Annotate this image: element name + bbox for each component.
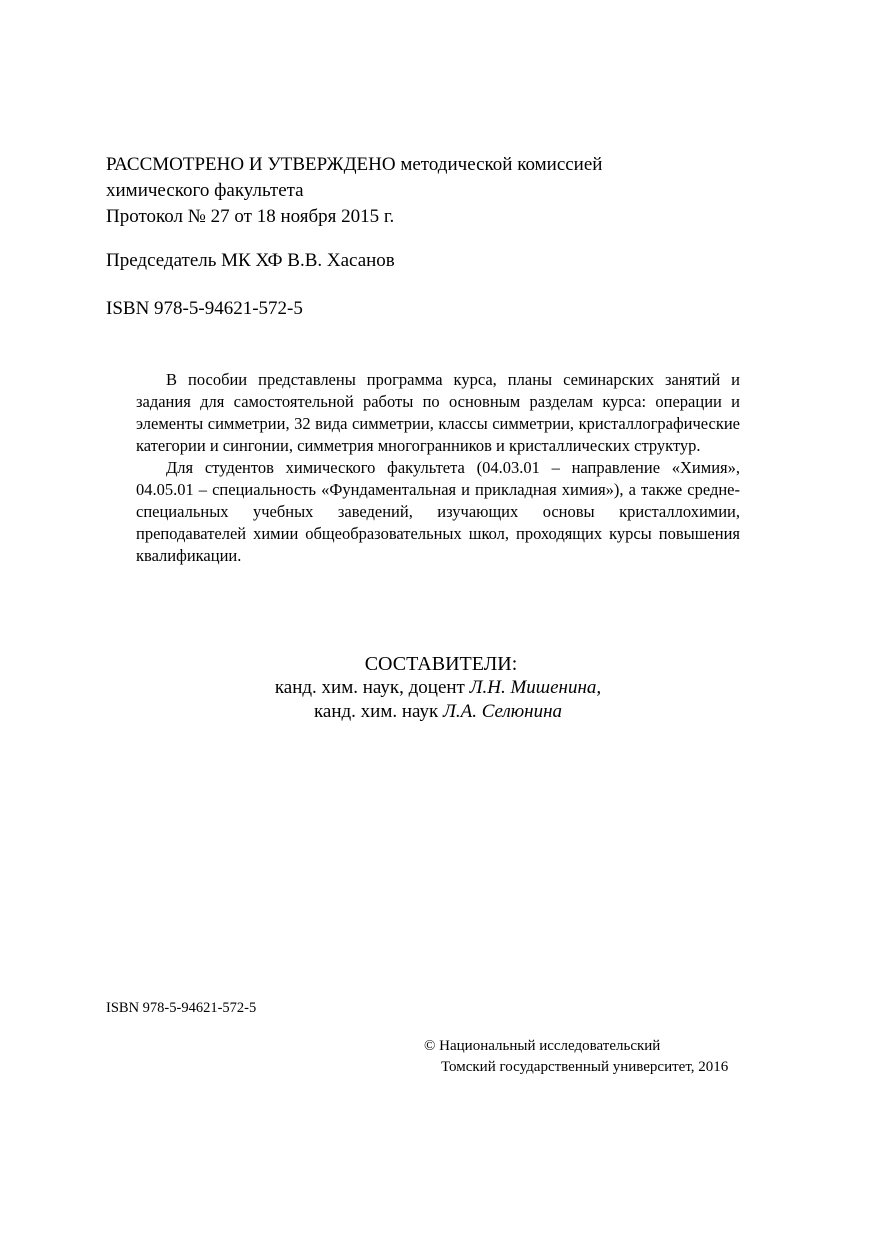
approval-line-1 <box>106 152 786 178</box>
isbn-bottom: ISBN 978-5-94621-572-5 <box>106 1000 257 1016</box>
author-2-degree: канд. хим. наук <box>313 701 443 722</box>
copyright-block <box>424 1036 728 1078</box>
chairman-line: Председатель МК ХФ В.В. Хасанов <box>106 250 395 271</box>
isbn-top: ISBN 978-5-94621-572-5 <box>106 298 303 319</box>
abstract-paragraph-2: Для студентов химического факультета (04.03.01 – направление «Химия», 04.05.01 – специальность «Фундаментальная и прикладная химия»), а также средне-специальных учебных заведений, изучающих основы кристаллохимии, преподавателей химии общеобразовательных школ, проходящих курсы повышения квалификации. <box>136 458 740 565</box>
authors-heading: СОСТАВИТЕЛИ: <box>364 653 518 675</box>
author-1-degree: канд. хим. наук, доцент <box>274 677 470 698</box>
author-1 <box>0 676 876 700</box>
authors-block <box>0 652 876 724</box>
author-2-name: Л.А. Селюнина <box>443 701 563 722</box>
abstract <box>136 369 740 567</box>
approval-protocol: Протокол № 27 от 18 ноября 2015 г. <box>106 206 395 227</box>
author-2 <box>0 700 876 724</box>
copyright-line-1: © Национальный исследовательский <box>424 1038 661 1054</box>
author-1-name: Л.Н. Мишенина, <box>469 677 602 698</box>
copyright-line-2: Томский государственный университет, 2016 <box>441 1059 729 1075</box>
approval-caps: РАССМОТРЕНО И УТВЕРЖДЕНО <box>106 154 396 175</box>
approval-line-2: химического факультета <box>106 180 304 201</box>
abstract-paragraph-1: В пособии представлены программа курса, планы семинарских занятий и задания для самостоятельной работы по основным разделам курса: операции и элементы симметрии, 32 вида симметрии, классы симметрии, кристаллографические категории и сингонии, симметрия многогранников и кристаллических структур. <box>136 370 740 455</box>
approval-rest: методической комиссией <box>395 154 603 175</box>
approval-block <box>106 152 786 230</box>
